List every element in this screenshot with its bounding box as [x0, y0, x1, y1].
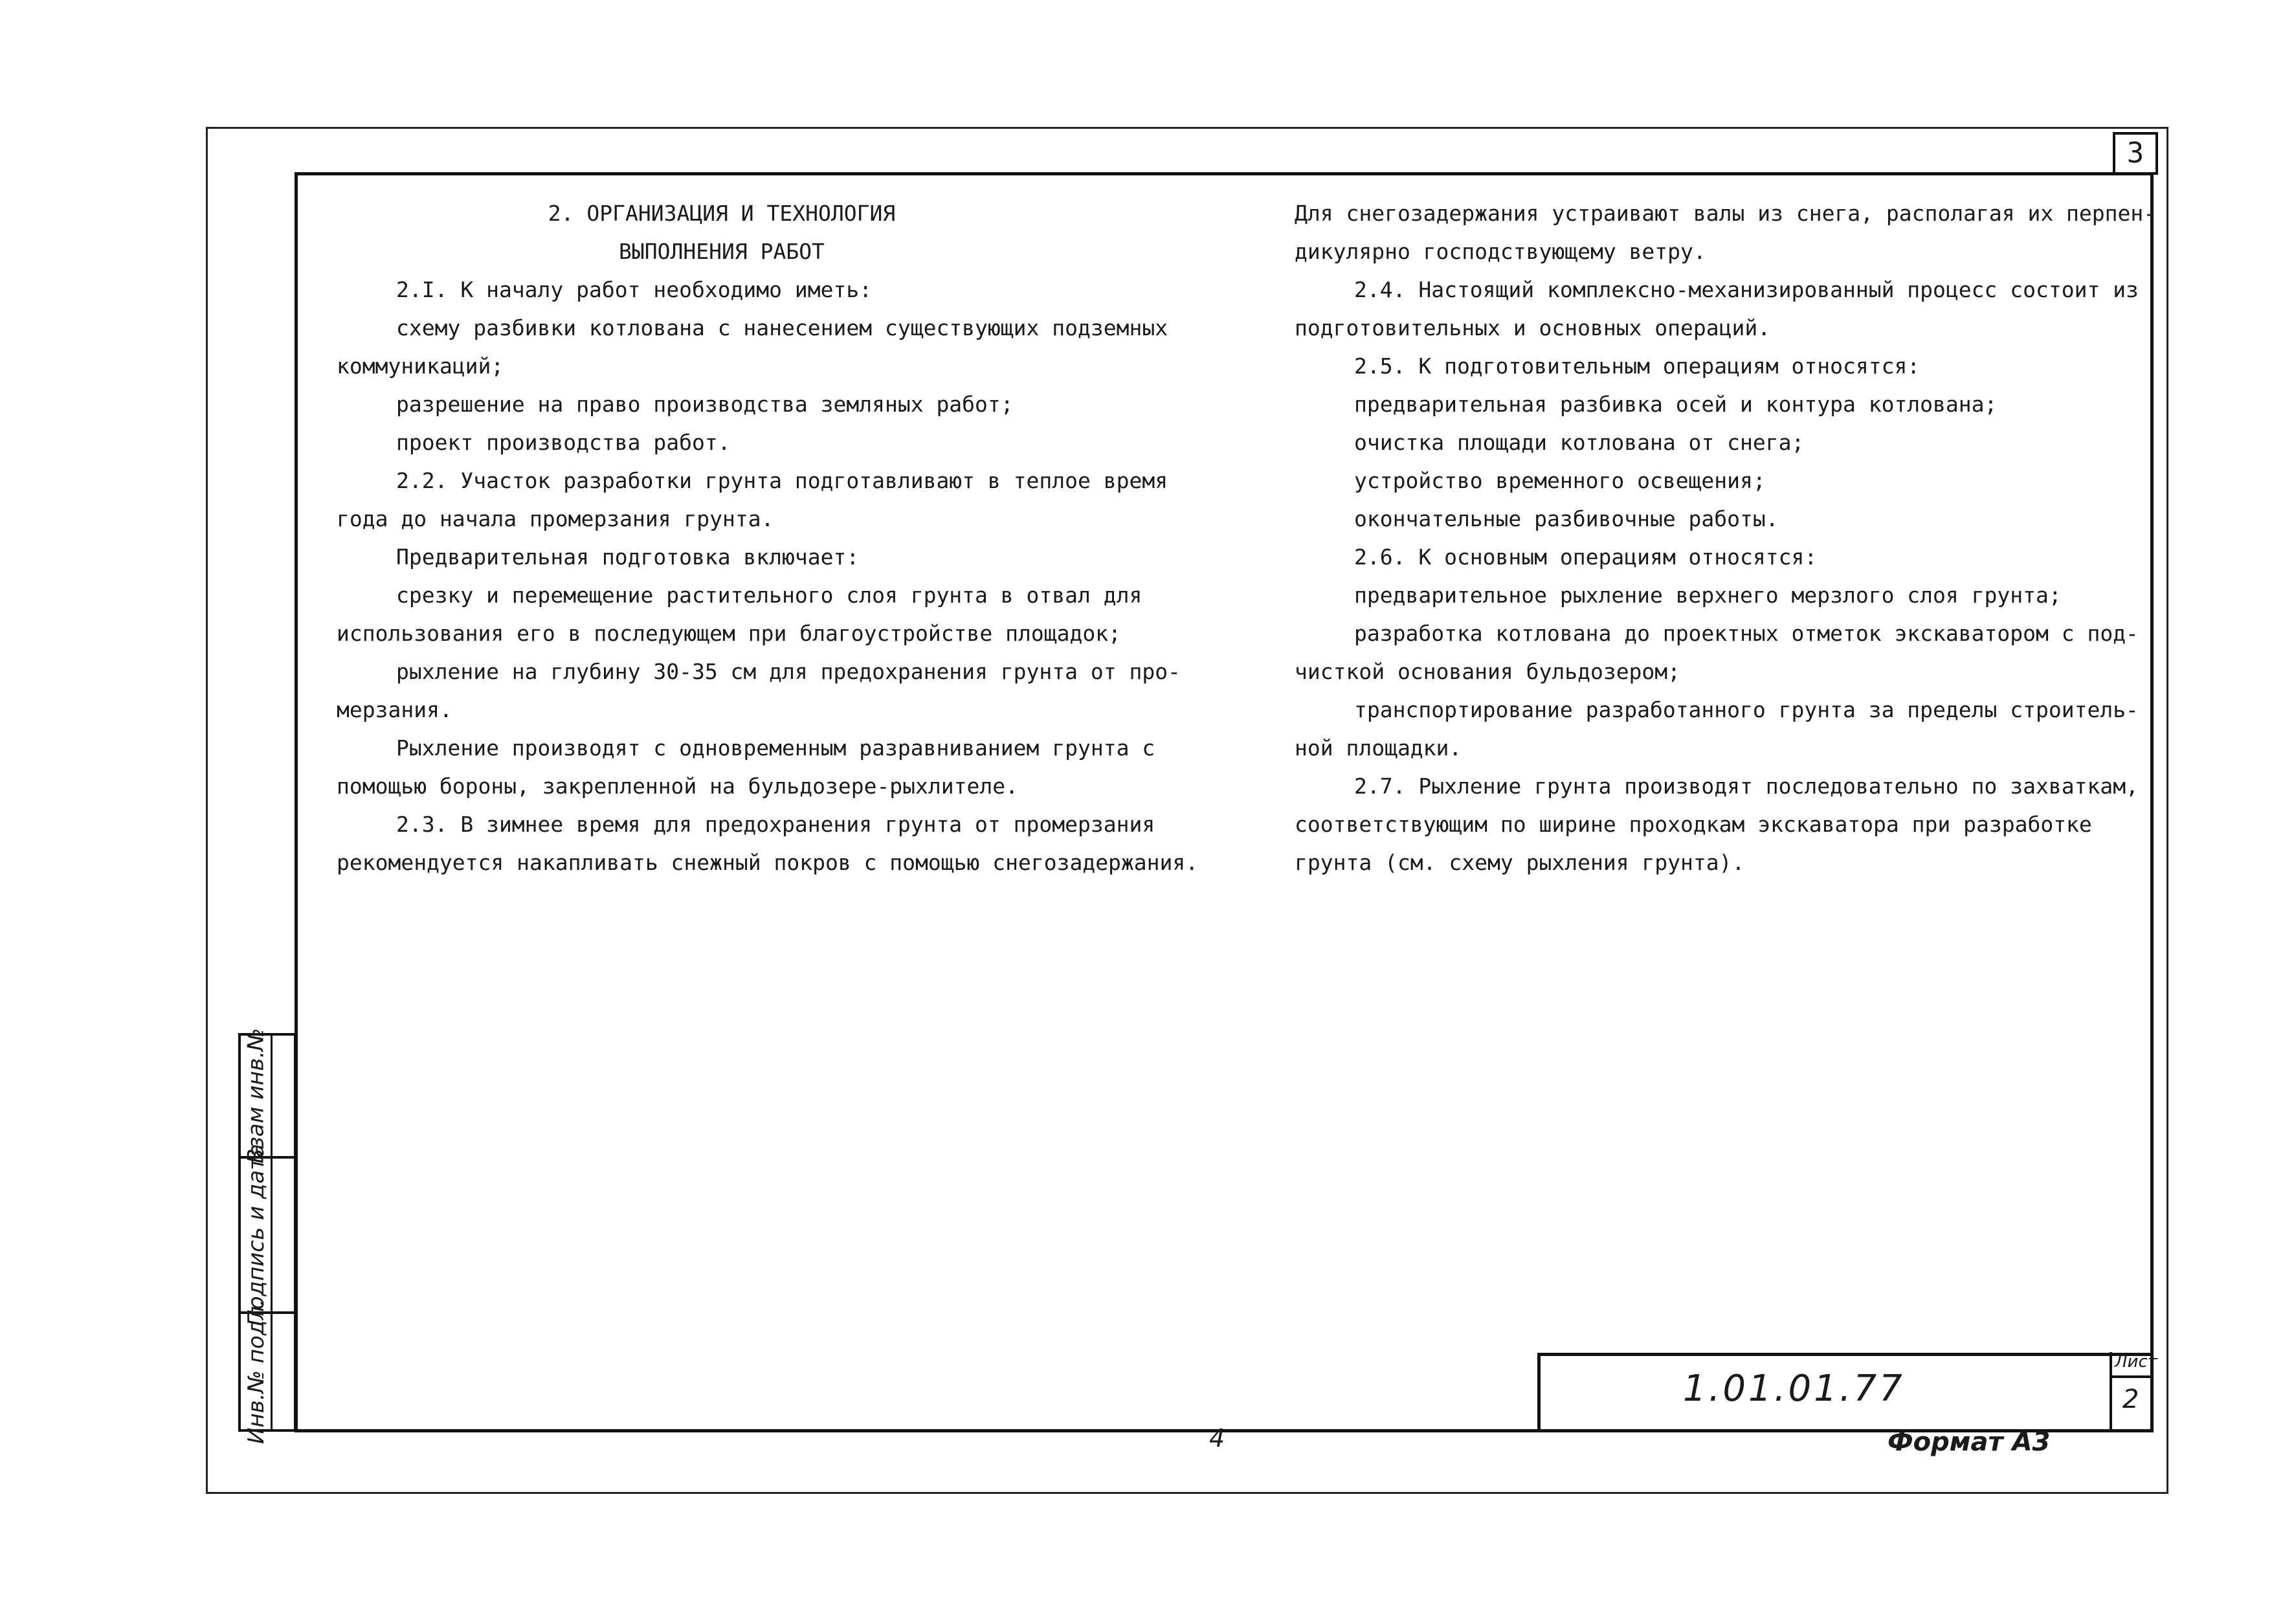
page-number: 4	[1209, 1424, 1225, 1452]
text-line: рыхление на глубину 30-35 см для предохранения грунта от про-	[396, 659, 1181, 684]
text-line: Рыхление производят с одновременным разравниванием грунта с	[396, 735, 1155, 761]
left-column	[337, 194, 1199, 882]
text-line: дикулярно господствующему ветру.	[1295, 239, 1706, 264]
text-line: рекомендуется накапливать снежный покров с помощью снегозадержания.	[337, 850, 1199, 875]
text-line: устройство временного освещения;	[1354, 468, 1766, 493]
text-line: грунта (см. схему рыхления грунта).	[1295, 850, 1745, 875]
text-line: подготовительных и основных операций.	[1295, 315, 1771, 340]
text-line: чисткой основания бульдозером;	[1295, 659, 1681, 684]
side-label-podpis: Подпись и дата	[243, 1144, 270, 1326]
side-label-vzam: Взам инв.№	[243, 1028, 270, 1164]
right-column	[1295, 194, 2157, 882]
strip-divider	[271, 1036, 273, 1429]
text-line: Для снегозадержания устраивают валы из снега, располагая их перпен-	[1295, 201, 2157, 226]
side-stamp-strip	[238, 1028, 296, 1444]
text-line: 2.6. К основным операциям относятся:	[1354, 544, 1818, 570]
text-line: очистка площади котлована от снега;	[1354, 430, 1805, 455]
text-line: помощью бороны, закрепленной на бульдозере-рыхлителе.	[337, 773, 1018, 799]
text-line: мерзания.	[337, 697, 452, 722]
corner-page-number: 3	[2113, 132, 2158, 175]
text-line: разработка котлована до проектных отметок экскаватором с под-	[1354, 621, 2139, 646]
text-line: срезку и перемещение растительного слоя грунта в отвал для	[396, 583, 1142, 608]
text-line: Предварительная подготовка включает:	[396, 544, 860, 570]
title-block	[1537, 1352, 2157, 1432]
text-line: соответствующим по ширине проходкам экскаватора при разработке	[1295, 812, 2092, 837]
text-line: коммуникаций;	[337, 353, 504, 379]
sheet-label: Лист	[2115, 1352, 2157, 1372]
sheet-number: 2	[2122, 1385, 2139, 1414]
text-line: предварительное рыхление верхнего мерзлого слоя грунта;	[1354, 583, 2062, 608]
text-line: ной площадки.	[1295, 735, 1462, 761]
side-label-inv: Инв.№ подл.	[243, 1299, 270, 1444]
text-line: 2.4. Настоящий комплексно-механизированный процесс состоит из	[1354, 277, 2139, 302]
text-line: 2.I. К началу работ необходимо иметь:	[396, 277, 873, 302]
right-paragraphs	[1295, 194, 2157, 882]
text-line: транспортирование разработанного грунта за пределы строитель-	[1354, 697, 2139, 722]
text-line: года до начала промерзания грунта.	[337, 506, 774, 531]
sheet-divider	[2112, 1375, 2154, 1378]
left-paragraphs	[337, 271, 1199, 882]
text-line: 2.3. В зимнее время для предохранения грунта от промерзания	[396, 812, 1155, 837]
text-line: проект производства работ.	[396, 430, 731, 455]
text-line: окончательные разбивочные работы.	[1354, 506, 1779, 531]
text-line: схему разбивки котлована с нанесением существующих подземных	[396, 315, 1168, 340]
document-code: 1.01.01.77	[1683, 1368, 1905, 1410]
format-label: Формат А3	[1888, 1427, 2051, 1457]
text-line: 2.7. Рыхление грунта производят последовательно по захваткам,	[1354, 773, 2139, 799]
section-heading-line1: 2. ОРГАНИЗАЦИЯ И ТЕХНОЛОГИЯ	[548, 201, 896, 226]
text-line: разрешение на право производства земляных работ;	[396, 392, 1014, 417]
text-line: предварительная разбивка осей и контура котлована;	[1354, 392, 1998, 417]
section-heading-line2: ВЫПОЛНЕНИЯ РАБОТ	[619, 239, 825, 264]
text-line: 2.5. К подготовительным операциям относятся:	[1354, 353, 1921, 379]
text-line: 2.2. Участок разработки грунта подготавливают в теплое время	[396, 468, 1168, 493]
sheet-box	[2110, 1352, 2157, 1432]
text-line: использования его в последующем при благоустройстве площадок;	[337, 621, 1121, 646]
